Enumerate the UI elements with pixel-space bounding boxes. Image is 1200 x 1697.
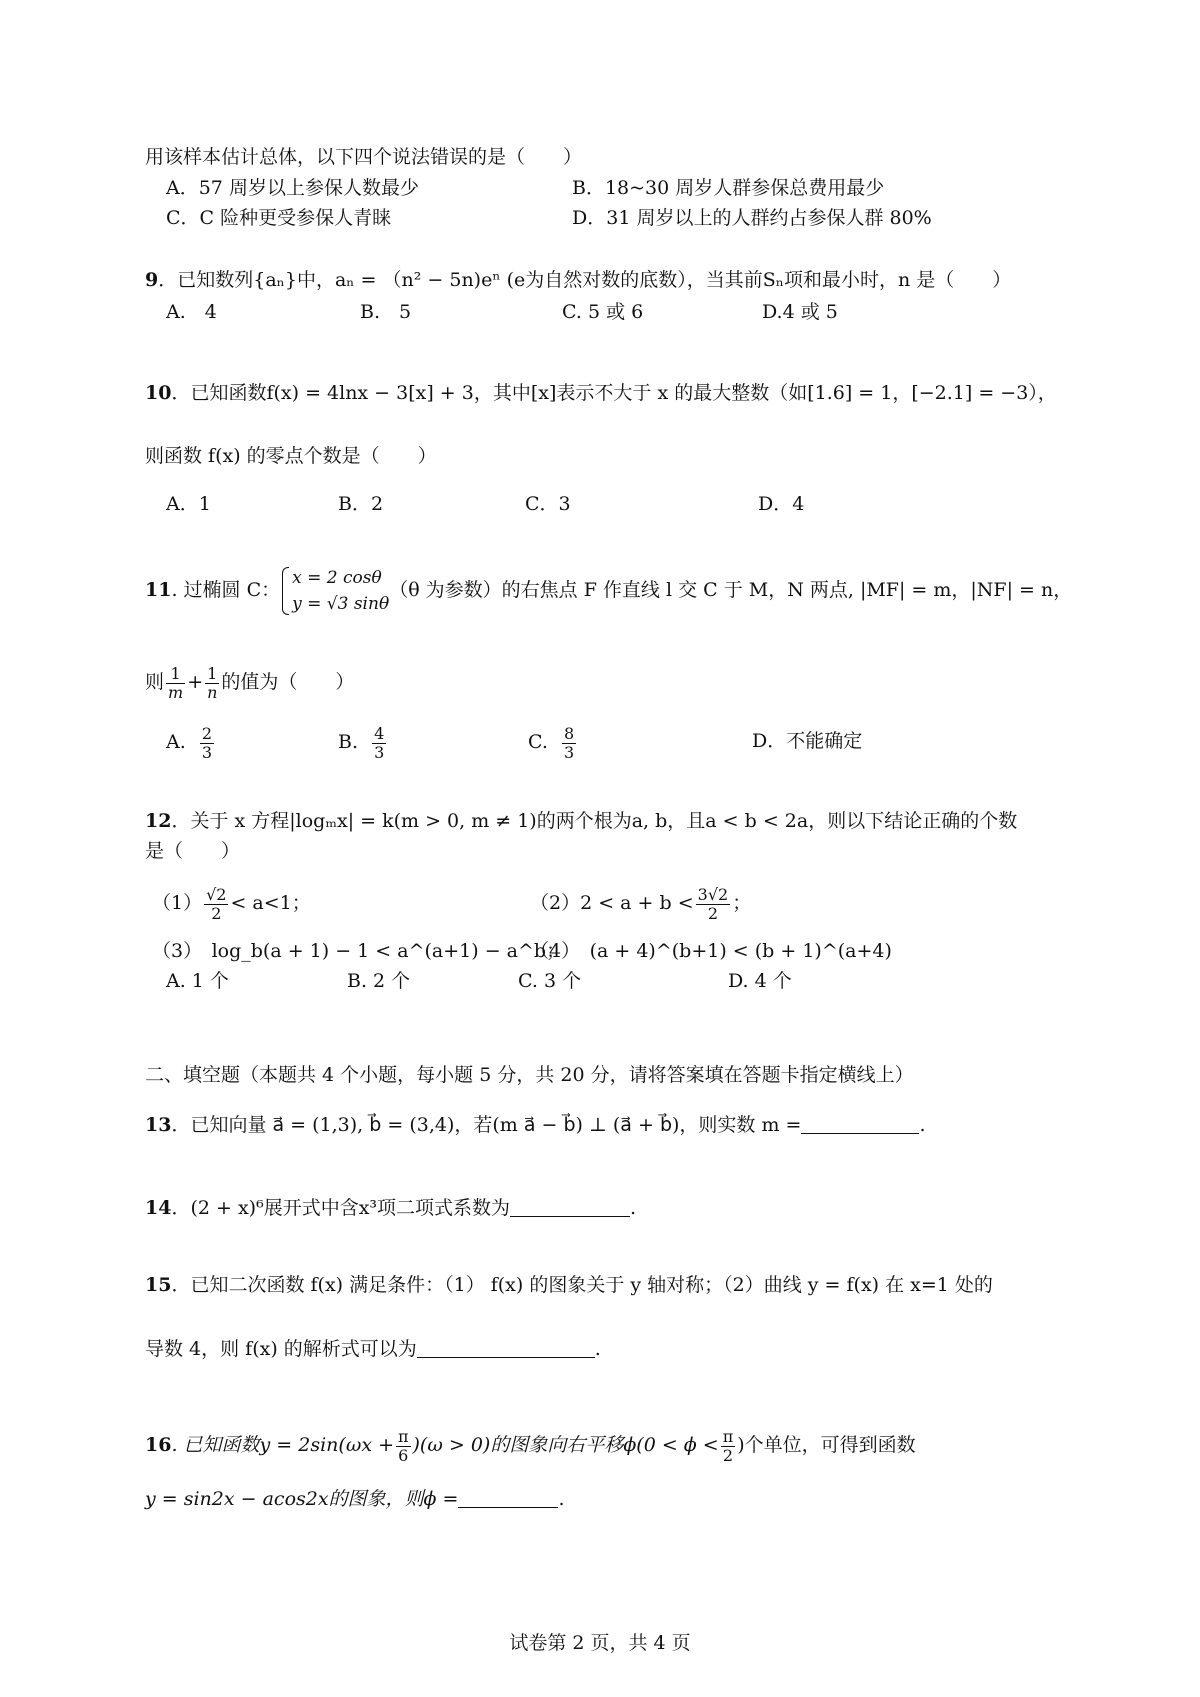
q13-stem-line [145,1112,1110,1138]
q12-c2-den: 2 [707,903,719,923]
q12-condition-4: （4） (a + 4)^(b+1) < (b + 1)^(a+4) [530,940,892,962]
q11-option-c-label: C. [528,731,548,753]
q10-stem-line [145,380,1110,406]
q9-option-b: B. 5 [360,301,412,323]
q8-option-c: C．C 险种更受参保人青睐 [166,207,392,229]
q14-stem-line [145,1195,1110,1221]
q12-c1-den: 2 [211,903,222,923]
q16-pi6-num: π [398,1426,409,1446]
q15-stem-line [145,1272,1110,1298]
q11-stem2-post: 的值为（ ） [221,671,355,693]
q12-c2-fraction [696,886,731,923]
q10-number: 10 [145,382,172,404]
q13-number: 13 [145,1114,172,1136]
q11-system-bottom: y = √3 sinθ [292,594,390,614]
q11-stem-post: （θ 为参数）的右焦点 F 作直线 l 交 C 于 M，N 两点, |MF| = m，|NF| = n， [389,579,1073,601]
q13-stem: ．已知向量 a⃗ = (1,3), b⃗ = (3,4)，若(m a⃗ − b⃗) ⊥ (a⃗ + b⃗)，则实数 m = [171,1114,802,1136]
q11-option-b [338,722,388,762]
q16-stem2: y = sin2x − acos2x的图象，则ϕ = [145,1488,459,1510]
q11-option-b-label: B. [338,731,359,753]
q12-c1-label: （1） [152,892,203,914]
q12-option-d: D. 4 个 [728,970,792,992]
q12-c1-num: √2 [206,884,227,904]
q11-fraction-1 [166,665,185,702]
q10-option-c: C．3 [525,493,571,515]
q11-number: 11 [145,579,172,601]
q10-option-a: A．1 [166,493,211,515]
q8-option-a: A．57 周岁以上参保人数最少 [166,177,419,199]
q15-stem: ．已知二次函数 f(x) 满足条件：（1） f(x) 的图象关于 y 轴对称；（2）曲线 y = f(x) 在 x=1 处的 [171,1274,993,1296]
q10-option-d: D．4 [758,493,805,515]
q11-option-a-label: A. [166,731,186,753]
q11-stem-2-line [145,662,1110,702]
q11-fraction-1-num: 1 [166,665,185,684]
q11-system-top: x = 2 cosθ [292,568,382,588]
q15-stem2: 导数 4，则 f(x) 的解析式可以为 [145,1338,417,1360]
q16-stem-pre: . 已知函数y = 2sin(ωx + [171,1434,394,1456]
q11-plus: + [187,671,204,693]
q11-option-a-num: 2 [201,723,213,743]
q16-end: . [558,1488,565,1510]
q11-option-c-den: 3 [564,742,575,762]
q11-option-a [166,722,216,762]
q8-option-d: D．31 周岁以上的人群约占参保人群 80% [572,207,932,229]
q11-stem-pre: . 过椭圆 C： [171,579,281,601]
q11-fraction-2 [205,665,219,702]
q12-option-a: A. 1 个 [166,970,229,992]
q11-option-c [528,722,578,762]
section-2-title: 二、填空题（本题共 4 个小题，每小题 5 分，共 20 分，请将答案填在答题卡指定横线上） [145,1064,914,1086]
q12-c1-fraction [204,886,228,923]
q16-pi2-num: π [722,1426,734,1446]
q8-stem: 用该样本估计总体，以下四个说法错误的是（ ） [145,146,583,168]
q11-equation-system [280,565,389,617]
q16-stem-2-line [145,1486,1110,1512]
q12-c2-num: 3√2 [697,884,729,904]
q15-number: 15 [145,1274,172,1296]
q14-end: . [630,1197,637,1219]
q16-stem-post: )个单位，可得到函数 [737,1434,916,1456]
q12-c2-post: ； [732,892,752,914]
q16-pi6-den: 6 [398,1445,409,1465]
q11-stem-line [145,562,1110,618]
q10-stem-2: 则函数 f(x) 的零点个数是（ ） [145,445,437,467]
q12-condition-1 [152,883,311,923]
q9-stem-line [145,267,1110,293]
q12-condition-3: （3） log_b(a + 1) − 1 < a^(a+1) − a^b； [152,940,566,962]
q13-end: . [919,1114,926,1136]
q16-number: 16 [145,1434,172,1456]
q12-c2-pre: 2 < a + b < [580,892,694,914]
q16-pi6-fraction [396,1428,411,1465]
q11-stem2-pre: 则 [145,671,165,693]
q16-answer-blank[interactable] [458,1487,558,1508]
q12-stem: ．关于 x 方程|logₘx| = k(m > 0, m ≠ 1)的两个根为a, b，且a < b < 2a，则以下结论正确的个数 [171,810,1018,832]
q11-fraction-1-den: m [168,682,184,702]
q15-stem-2-line [145,1336,1110,1362]
q12-condition-2 [530,883,751,923]
q12-stem-2: 是（ ） [145,840,241,862]
q14-number: 14 [145,1197,172,1219]
q12-number: 12 [145,810,172,832]
q16-stem-line [145,1425,1110,1465]
q9-stem: ．已知数列{aₙ}中，aₙ = （n² − 5n)eⁿ (e为自然对数的底数），当其前Sₙ项和最小时，n 是（ ） [158,269,1012,291]
q9-option-a: A. 4 [166,301,217,323]
q11-fraction-2-den: n [207,682,218,702]
q12-c2-label: （2） [530,892,581,914]
q14-stem: ．(2 + x)⁶展开式中含x³项二项式系数为 [171,1197,511,1219]
q13-answer-blank[interactable] [801,1113,919,1134]
q11-option-b-num: 4 [374,723,385,743]
q11-option-c-fraction [562,725,576,762]
q12-option-c: C. 3 个 [518,970,582,992]
q14-answer-blank[interactable] [510,1196,630,1217]
q9-option-c: C. 5 或 6 [562,301,644,323]
q11-option-c-num: 8 [564,723,575,743]
q10-stem: ．已知函数f(x) = 4lnx − 3[x] + 3，其中[x]表示不大于 x 的最大整数（如[1.6] = 1，[−2.1] = −3）， [171,382,1057,404]
q15-end: . [594,1338,601,1360]
q11-option-a-den: 3 [201,742,213,762]
q10-option-b: B．2 [338,493,384,515]
q11-option-b-den: 3 [374,742,385,762]
q16-stem-mid: )(ω > 0)的图象向右平移ϕ(0 < ϕ < [412,1434,719,1456]
q9-option-d: D.4 或 5 [762,301,838,323]
q12-option-b: B. 2 个 [347,970,411,992]
q16-pi2-fraction [721,1428,736,1465]
q16-pi2-den: 2 [722,1445,734,1465]
page-footer: 试卷第 2 页，共 4 页 [509,1632,691,1654]
q8-option-b: B．18~30 周岁人群参保总费用最少 [572,177,885,199]
q11-option-b-fraction [372,725,386,762]
q11-fraction-2-num: 1 [205,665,219,684]
q11-option-a-fraction [200,725,214,762]
q12-stem-line [145,808,1110,834]
q12-c1-post: < a<1； [230,892,311,914]
q11-option-d: D．不能确定 [752,730,863,752]
q15-answer-blank[interactable] [417,1337,595,1358]
q9-number: 9 [145,269,159,291]
